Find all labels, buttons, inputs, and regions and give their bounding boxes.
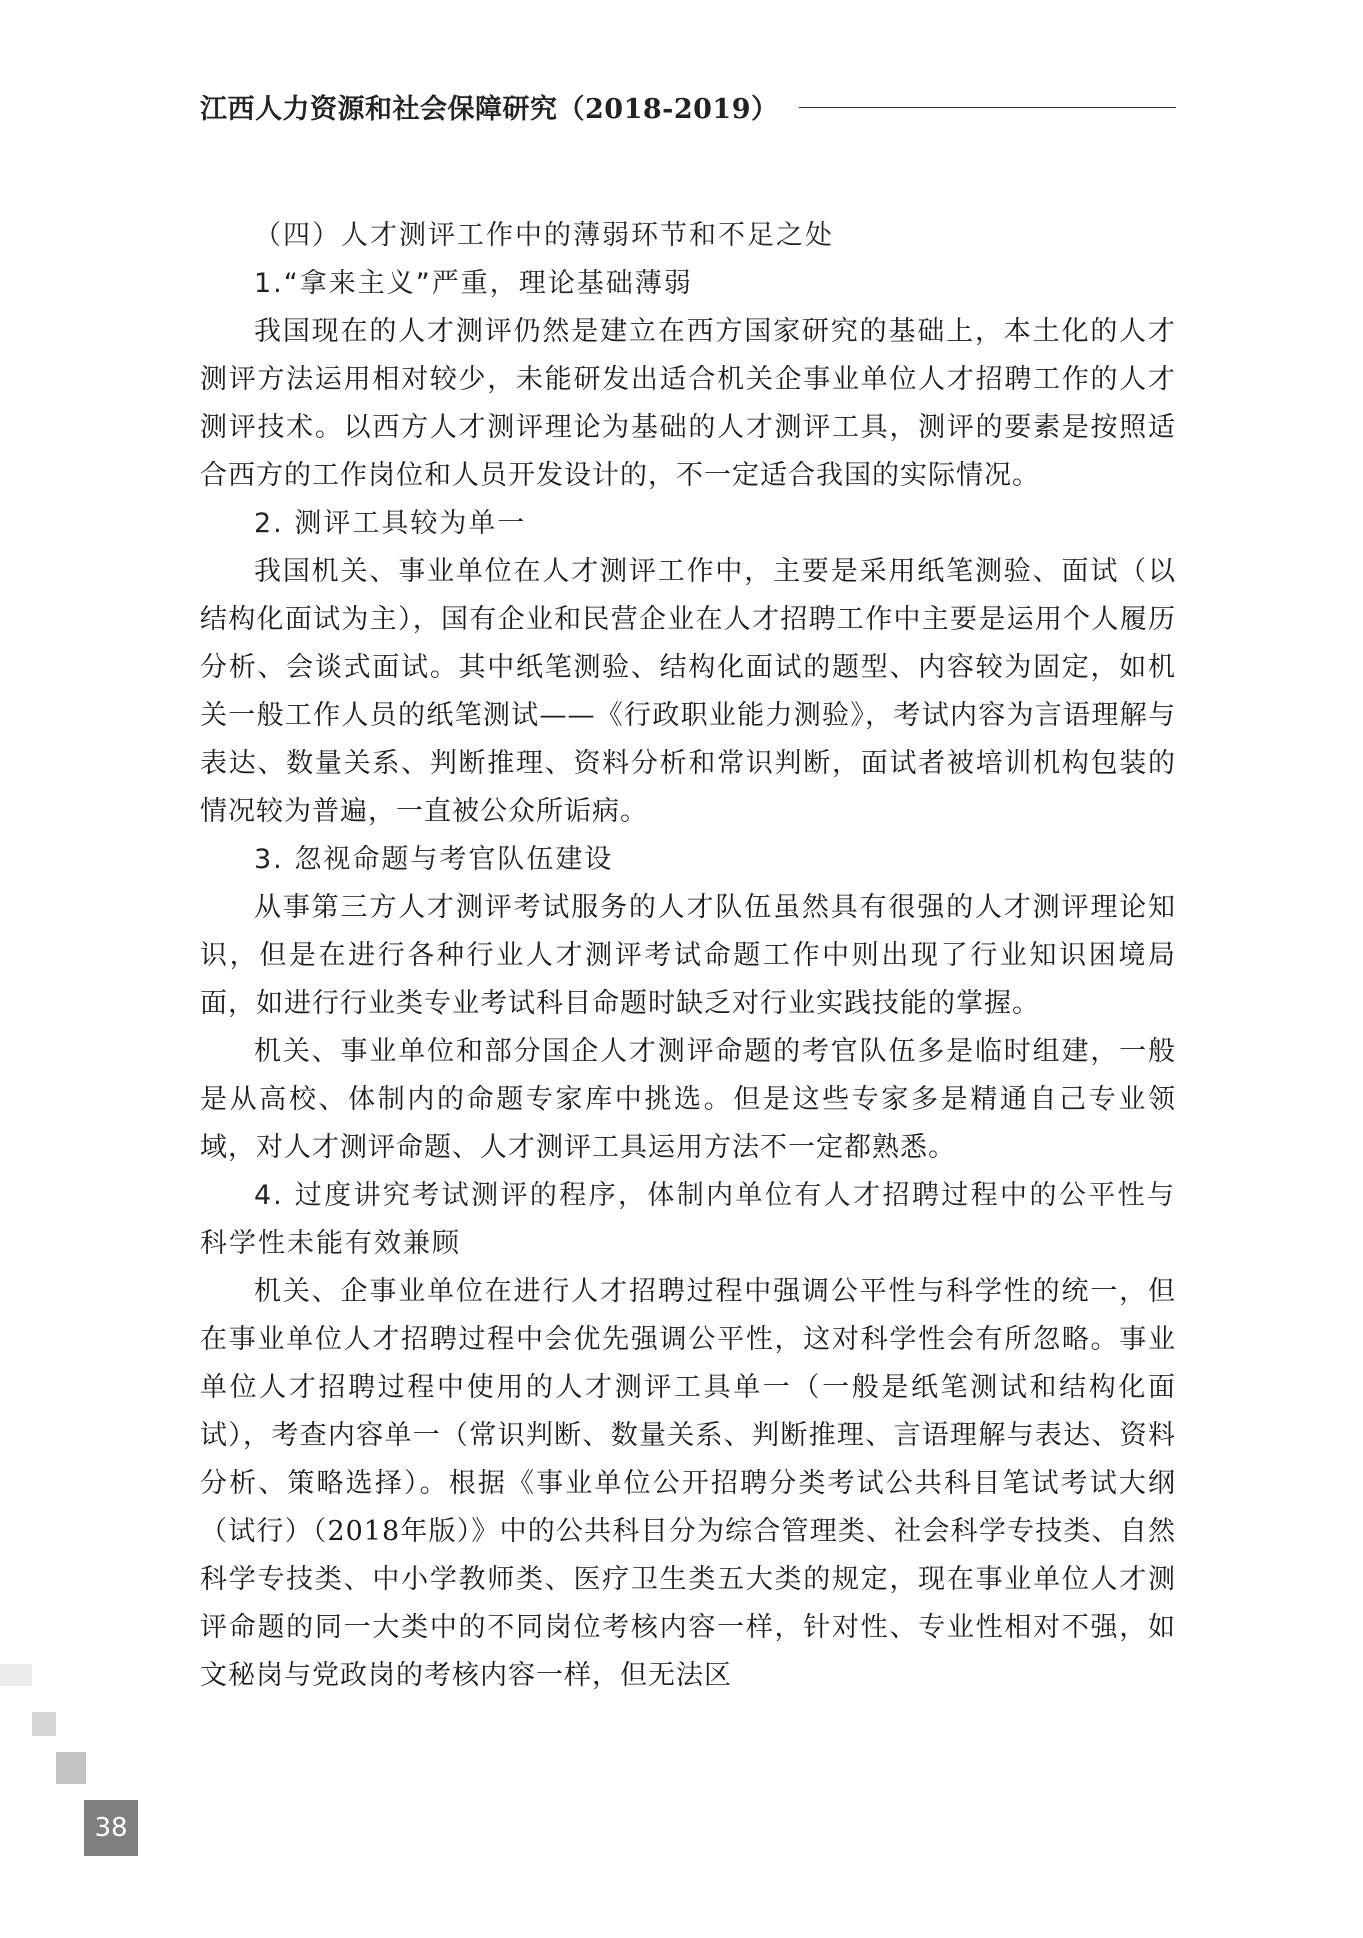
header-rule: [799, 107, 1177, 108]
paragraph: 我国现在的人才测评仍然是建立在西方国家研究的基础上，本土化的人才测评方法运用相对较少，未能研发出适合机关企事业单位人才招聘工作的人才测评技术。以西方人才测评理论为基础的人才测评工具，测评的要素是按照适合西方的工作岗位和人员开发设计的，不一定适合我国的实际情况。: [200, 316, 1176, 491]
corner-decoration-block: [32, 1712, 56, 1736]
corner-decoration-block: [56, 1752, 86, 1784]
section-heading: （四）人才测评工作中的薄弱环节和不足之处: [254, 220, 834, 251]
paragraph: 我国机关、事业单位在人才测评工作中，主要是采用纸笔测验、面试（以结构化面试为主），国有企业和民营企业在人才招聘工作中主要是运用个人履历分析、会谈式面试。其中纸笔测验、结构化面试的题型、内容较为固定，如机关一般工作人员的纸笔测试——《行政职业能力测验》，考试内容为言语理解与表达、数量关系、判断推理、资料分析和常识判断，面试者被培训机构包装的情况较为普遍，一直被公众所诟病。: [200, 556, 1176, 827]
running-title: 江西人力资源和社会保障研究（2018-2019）: [200, 93, 779, 125]
subheading-2: 2. 测评工具较为单一: [254, 508, 527, 539]
paragraph: 机关、企事业单位在进行人才招聘过程中强调公平性与科学性的统一，但在事业单位人才招聘过程中会优先强调公平性，这对科学性会有所忽略。事业单位人才招聘过程中使用的人才测评工具单一（一般是纸笔测试和结构化面试），考查内容单一（常识判断、数量关系、判断推理、言语理解与表达、资料分析、策略选择）。根据《事业单位公开招聘分类考试公共科目笔试考试大纲（试行）（2018年版）》中的公共科目分为综合管理类、社会科学专技类、自然科学专技类、中小学教师类、医疗卫生类五大类的规定，现在事业单位人才测评命题的同一大类中的不同岗位考核内容一样，针对性、专业性相对不强，如文秘岗与党政岗的考核内容一样，但无法区: [200, 1276, 1176, 1691]
page-number: 38: [84, 1800, 138, 1856]
paragraph: 从事第三方人才测评考试服务的人才队伍虽然具有很强的人才测评理论知识，但是在进行各种行业人才测评考试命题工作中则出现了行业知识困境局面，如进行行业类专业考试科目命题时缺乏对行业实践技能的掌握。: [200, 892, 1176, 1019]
body-text: [200, 212, 1176, 1700]
subheading-3: 3. 忽视命题与考官队伍建设: [254, 844, 614, 875]
running-header: [200, 86, 1176, 126]
paragraph: 机关、事业单位和部分国企人才测评命题的考官队伍多是临时组建，一般是从高校、体制内的命题专家库中挑选。但是这些专家多是精通自己专业领域，对人才测评命题、人才测评工具运用方法不一定都熟悉。: [200, 1036, 1176, 1163]
subheading-1: 1.“拿来主义”严重，理论基础薄弱: [254, 268, 693, 299]
corner-decoration-block: [0, 1664, 32, 1686]
subheading-4: 4. 过度讲究考试测评的程序，体制内单位有人才招聘过程中的公平性与科学性未能有效兼顾: [200, 1180, 1176, 1259]
